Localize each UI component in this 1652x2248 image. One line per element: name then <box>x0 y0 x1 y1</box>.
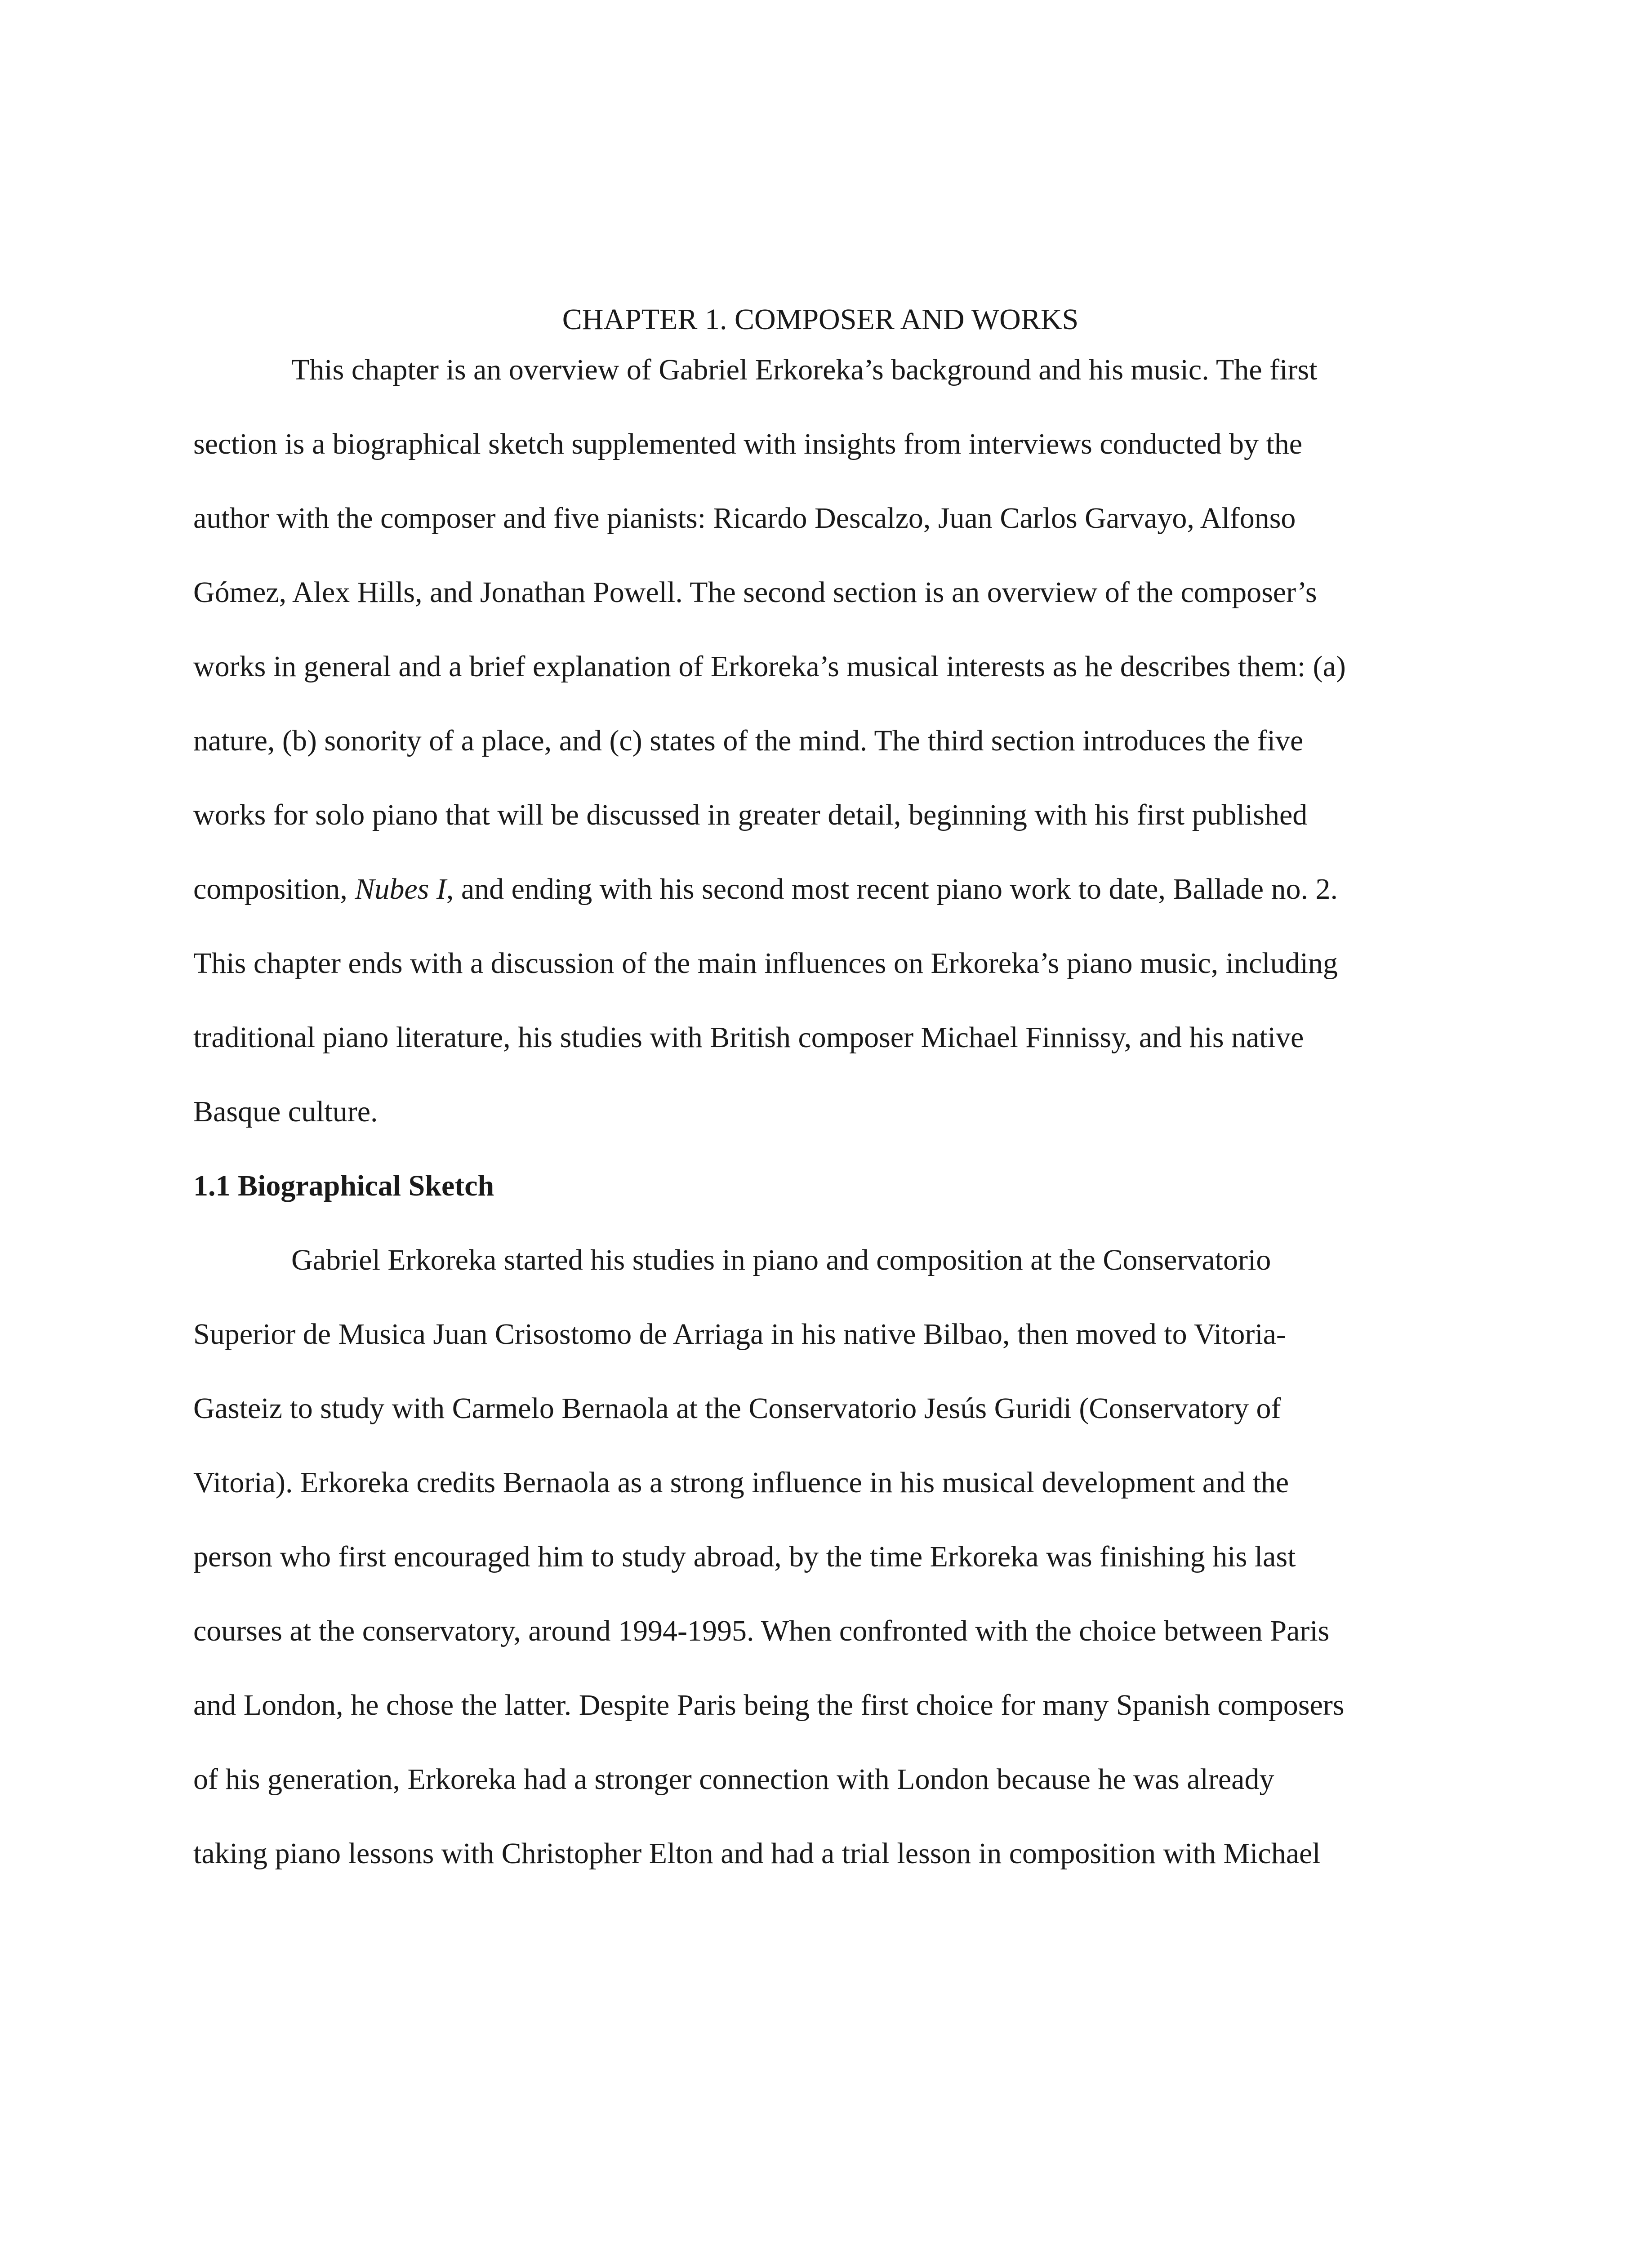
page-body <box>193 294 1447 1903</box>
paragraph-line: nature, (b) sonority of a place, and (c) states of the mind. The third section introduces the five <box>193 724 1304 757</box>
paragraph-line: Gasteiz to study with Carmelo Bernaola at the Conservatorio Jesús Guridi (Conservatory of <box>193 1392 1281 1425</box>
paragraph-line: This chapter is an overview of Gabriel Erkoreka’s background and his music. The first <box>291 353 1318 386</box>
paragraph-line: works for solo piano that will be discussed in greater detail, beginning with his first published <box>193 798 1308 831</box>
paragraph-line: person who first encouraged him to study abroad, by the time Erkoreka was finishing his last <box>193 1540 1296 1573</box>
line-text: composition, <box>193 873 355 905</box>
paragraph-line <box>193 864 1447 938</box>
paragraph-line: traditional piano literature, his studies with British composer Michael Finnissy, and his native <box>193 1021 1304 1054</box>
line-text: , and ending with his second most recent piano work to date, Ballade no. 2. <box>446 873 1338 905</box>
section-heading: 1.1 Biographical Sketch <box>193 1169 494 1202</box>
paragraph-line: author with the composer and five pianists: Ricardo Descalzo, Juan Carlos Garvayo, Alfonso <box>193 502 1296 535</box>
paragraph-line: Gabriel Erkoreka started his studies in piano and composition at the Conservatorio <box>291 1244 1271 1276</box>
paragraph-line: of his generation, Erkoreka had a stronger connection with London because he was already <box>193 1763 1274 1796</box>
paragraph-line: Superior de Musica Juan Crisostomo de Arriaga in his native Bilbao, then moved to Vitoria- <box>193 1318 1286 1351</box>
paragraph-line: courses at the conservatory, around 1994-1995. When confronted with the choice between Paris <box>193 1615 1330 1647</box>
paragraph-line: section is a biographical sketch supplemented with insights from interviews conducted by the <box>193 428 1303 460</box>
paragraph-line: and London, he chose the latter. Despite Paris being the first choice for many Spanish composers <box>193 1689 1345 1722</box>
paragraph-line: Basque culture. <box>193 1095 378 1128</box>
paragraph-line: taking piano lessons with Christopher Elton and had a trial lesson in composition with Michael <box>193 1837 1321 1870</box>
paragraph-line: Gómez, Alex Hills, and Jonathan Powell. The second section is an overview of the composer’s <box>193 576 1317 609</box>
work-title-italic: Nubes I <box>355 873 446 905</box>
paragraph-line: This chapter ends with a discussion of the main influences on Erkoreka’s piano music, including <box>193 947 1338 980</box>
paragraph-line: Vitoria). Erkoreka credits Bernaola as a strong influence in his musical development and the <box>193 1466 1289 1499</box>
chapter-title: CHAPTER 1. COMPOSER AND WORKS <box>562 303 1079 336</box>
paragraph-line: works in general and a brief explanation of Erkoreka’s musical interests as he describes them: (a) <box>193 650 1346 683</box>
